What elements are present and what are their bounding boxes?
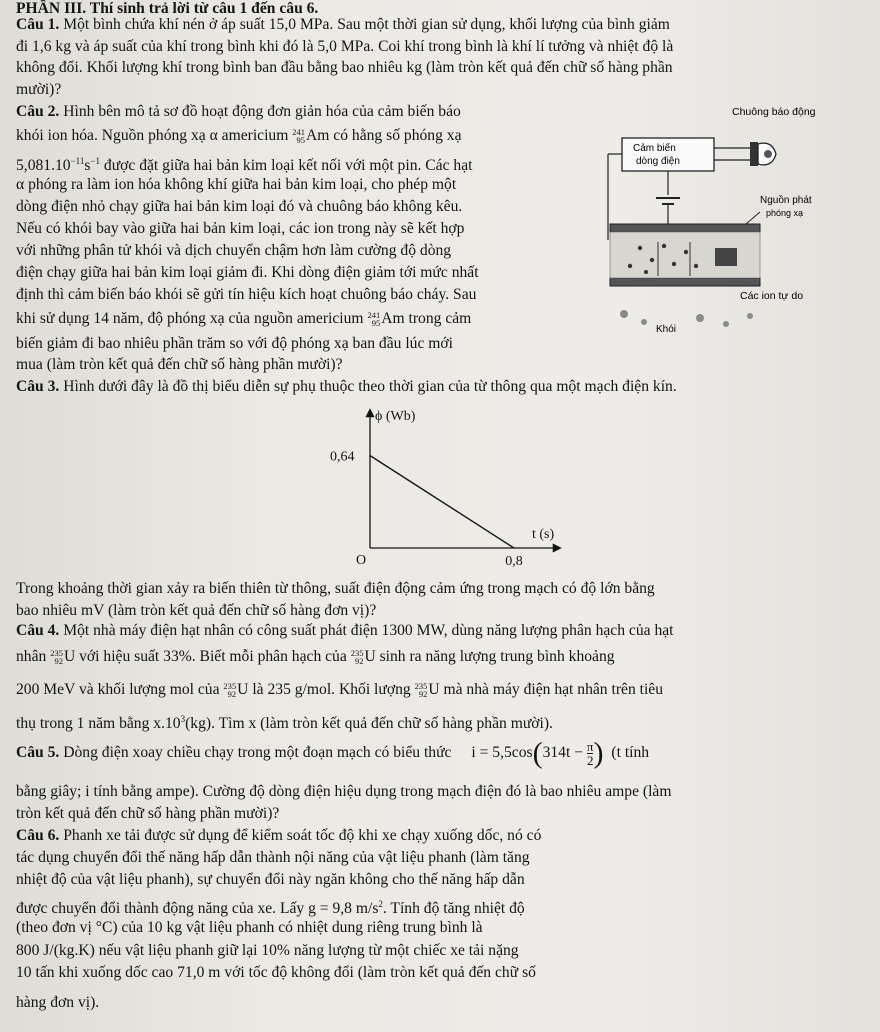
q2-line2: khói ion hóa. Nguồn phóng xạ α americium 241 95 Am có hằng số phóng xạ xyxy=(16,127,462,146)
y-axis-label: ϕ (Wb) xyxy=(375,409,416,424)
sensor-label-1: Cảm biến xyxy=(633,143,676,154)
uranium-nuclide: 235 92 xyxy=(50,648,63,667)
q6-line1: Câu 6. Phanh xe tải được sử dụng để kiểm soát tốc độ khi xe chạy xuống dốc, nó có xyxy=(16,827,542,844)
q6-line6: 800 J/(kg.K) nếu vật liệu phanh giữ lại 10% năng lượng từ một chiếc xe tải nặng xyxy=(16,942,519,959)
q2-label: Câu 2. xyxy=(16,103,60,120)
q4-line3: 200 MeV và khối lượng mol của 235 92 U là 235 g/mol. Khối lượng 235 92 U mà nhà máy điện hạt nhân trên tiêu xyxy=(16,681,664,700)
bell-label: Chuông báo động xyxy=(732,106,816,118)
q6-line3: nhiệt độ của vật liệu phanh), sự chuyển đổi này ngăn không cho thế năng hấp dẫn xyxy=(16,871,525,888)
section-header: PHẦN III. Thí sinh trả lời từ câu 1 đến câu 6. xyxy=(16,0,319,17)
x-tick-label: 0,8 xyxy=(505,554,523,569)
q4-line1: Câu 4. Một nhà máy điện hạt nhân có công suất phát điện 1300 MW, dùng năng lượng phân hạch của hạt xyxy=(16,622,674,639)
q2-line7: với những phân tử khói và dịch chuyển chậm hơn làm cường độ dòng xyxy=(16,242,452,259)
battery-icon xyxy=(656,198,680,204)
source-label-1: Nguồn phát xyxy=(760,195,812,206)
source-label-2: phóng xạ xyxy=(766,208,804,218)
americium-nuclide-2: 241 95 xyxy=(367,310,381,329)
q3-intro: Câu 3. Hình dưới đây là đồ thị biểu diễn sự phụ thuộc theo thời gian của từ thông qua một mạch điện kín. xyxy=(16,378,677,395)
alarm-bell-icon xyxy=(750,142,776,166)
q1-label: Câu 1. xyxy=(16,16,60,33)
pi-over-2: $\frac{\pi}{2}$ xyxy=(586,739,594,768)
x-axis-label: t (s) xyxy=(532,527,555,542)
q6-line5: (theo đơn vị °C) của 10 kg vật liệu phanh có nhiệt dung riêng trung bình là xyxy=(16,919,483,936)
q2-line5: dòng điện nhỏ chạy giữa hai bản kim loại đó và chuông báo không kêu. xyxy=(16,198,463,215)
sensor-label-2: dòng điện xyxy=(636,156,680,167)
q1-line3: không đổi. Khối lượng khí trong bình ban đầu bằng bao nhiêu kg (làm tròn kết quả đến chữ số hàng phần xyxy=(16,59,673,76)
q1-line1: Câu 1. Một bình chứa khí nén ở áp suất 15,0 MPa. Sau một thời gian sử dụng, khối lượng của bình giảm xyxy=(16,16,670,33)
smoke-particles xyxy=(620,310,753,327)
q2-line4: α phóng ra làm ion hóa không khí giữa hai bản kim loại, cho phép một xyxy=(16,176,457,193)
uranium-nuclide-4: 235 92 xyxy=(414,681,428,700)
q3-label: Câu 3. xyxy=(16,378,60,395)
q2-line12: mua (làm tròn kết quả đến chữ số hàng phần mười)? xyxy=(16,356,343,373)
bottom-plate xyxy=(610,278,760,286)
ions-label: Các ion tự do xyxy=(740,290,804,302)
y-tick-label: 0,64 xyxy=(330,449,355,465)
q6-line7: 10 tấn khi xuống dốc cao 71,0 m với tốc độ không đổi (làm tròn kết quả đến chữ số xyxy=(16,964,536,981)
q4-label: Câu 4. xyxy=(16,622,60,639)
smoke-detector-diagram xyxy=(600,100,870,350)
q5-line2: bằng giây; i tính bằng ampe). Cường độ dòng điện hiệu dụng trong mạch điện đó là bao nhiêu ampe (làm xyxy=(16,783,672,800)
q4-line4: thụ trong 1 năm bằng $x.10^3(kg)$. Tìm x (làm tròn kết quả đến chữ số hàng phần mười). xyxy=(16,714,553,733)
q5-line1: Câu 5. Dòng điện xoay chiều chạy trong một đoạn mạch có biểu thức i = 5,5cos(314t − $\frac{\pi}{2}$ ) (t tính xyxy=(16,736,650,770)
q2-line3: $5,081.10^{-11}s^{-1}$ được đặt giữa hai bản kim loại kết nối với một pin. Các hạt xyxy=(16,156,473,175)
q6-image-placeholder xyxy=(718,820,878,990)
q6-line4: được chuyển đổi thành động năng của xe. Lấy g = 9,8 $m/s^2$. Tính độ tăng nhiệt độ xyxy=(16,899,525,918)
q3-line2: bao nhiêu mV (làm tròn kết quả đến chữ số hàng đơn vị)? xyxy=(16,602,377,619)
q1-line2: đi 1,6 kg và áp suất của khí trong bình khi đó là 5,0 MPa. Coi khí trong bình là khí lí tưởng và nhiệt độ là xyxy=(16,38,674,55)
q2-line8: điện chạy giữa hai bản kim loại giảm đi. Khi dòng điện giảm tới mức nhất xyxy=(16,264,479,281)
q1-line4: mười)? xyxy=(16,81,62,98)
americium-nuclide: 241 95 xyxy=(292,127,306,146)
radiation-source xyxy=(715,248,737,266)
q2-line10: khi sử dụng 14 năm, độ phóng xạ của nguồn americium 241 95 Am trong cảm xyxy=(16,310,472,329)
q5-label: Câu 5. xyxy=(16,744,60,762)
current-expression: i = 5,5cos(314t − $\frac{\pi}{2}$ ) xyxy=(471,736,604,770)
q6-line2: tác dụng chuyển đổi thế năng hấp dẫn thành nội năng của vật liệu phanh (làm tăng xyxy=(16,849,530,866)
q2-line6: Nếu có khói bay vào giữa hai bản kim loại, các ion trong này sẽ kết hợp xyxy=(16,220,465,237)
q2-line9: định thì cảm biến báo khói sẽ gửi tín hiệu kích hoạt chuông báo cháy. Sau xyxy=(16,286,477,303)
uranium-nuclide-3: 235 92 xyxy=(223,681,237,700)
q3-line1: Trong khoảng thời gian xảy ra biến thiên từ thông, suất điện động cảm ứng trong mạch có độ lớn bằng xyxy=(16,580,655,597)
q6-line8: hàng đơn vị). xyxy=(16,994,100,1011)
top-plate xyxy=(610,224,760,232)
origin-label: O xyxy=(356,553,367,568)
flux-series-line xyxy=(370,456,514,548)
q6-label: Câu 6. xyxy=(16,827,60,844)
q2-line1: Câu 2. Hình bên mô tả sơ đồ hoạt động đơn giản hóa của cảm biến báo xyxy=(16,103,461,120)
uranium-nuclide-2: 235 92 xyxy=(350,648,364,667)
q4-line2: nhân 235 92 U với hiệu suất 33%. Biết mỗi phân hạch của 235 92 U sinh ra năng lượng trung bình khoảng xyxy=(16,648,615,667)
flux-chart xyxy=(320,402,580,580)
q2-line11: biến giảm đi bao nhiêu phần trăm so với độ phóng xạ ban đầu lúc mới xyxy=(16,335,454,352)
q5-line3: tròn kết quả đến chữ số hàng phần mười)? xyxy=(16,805,280,822)
smoke-label: Khói xyxy=(656,324,677,335)
